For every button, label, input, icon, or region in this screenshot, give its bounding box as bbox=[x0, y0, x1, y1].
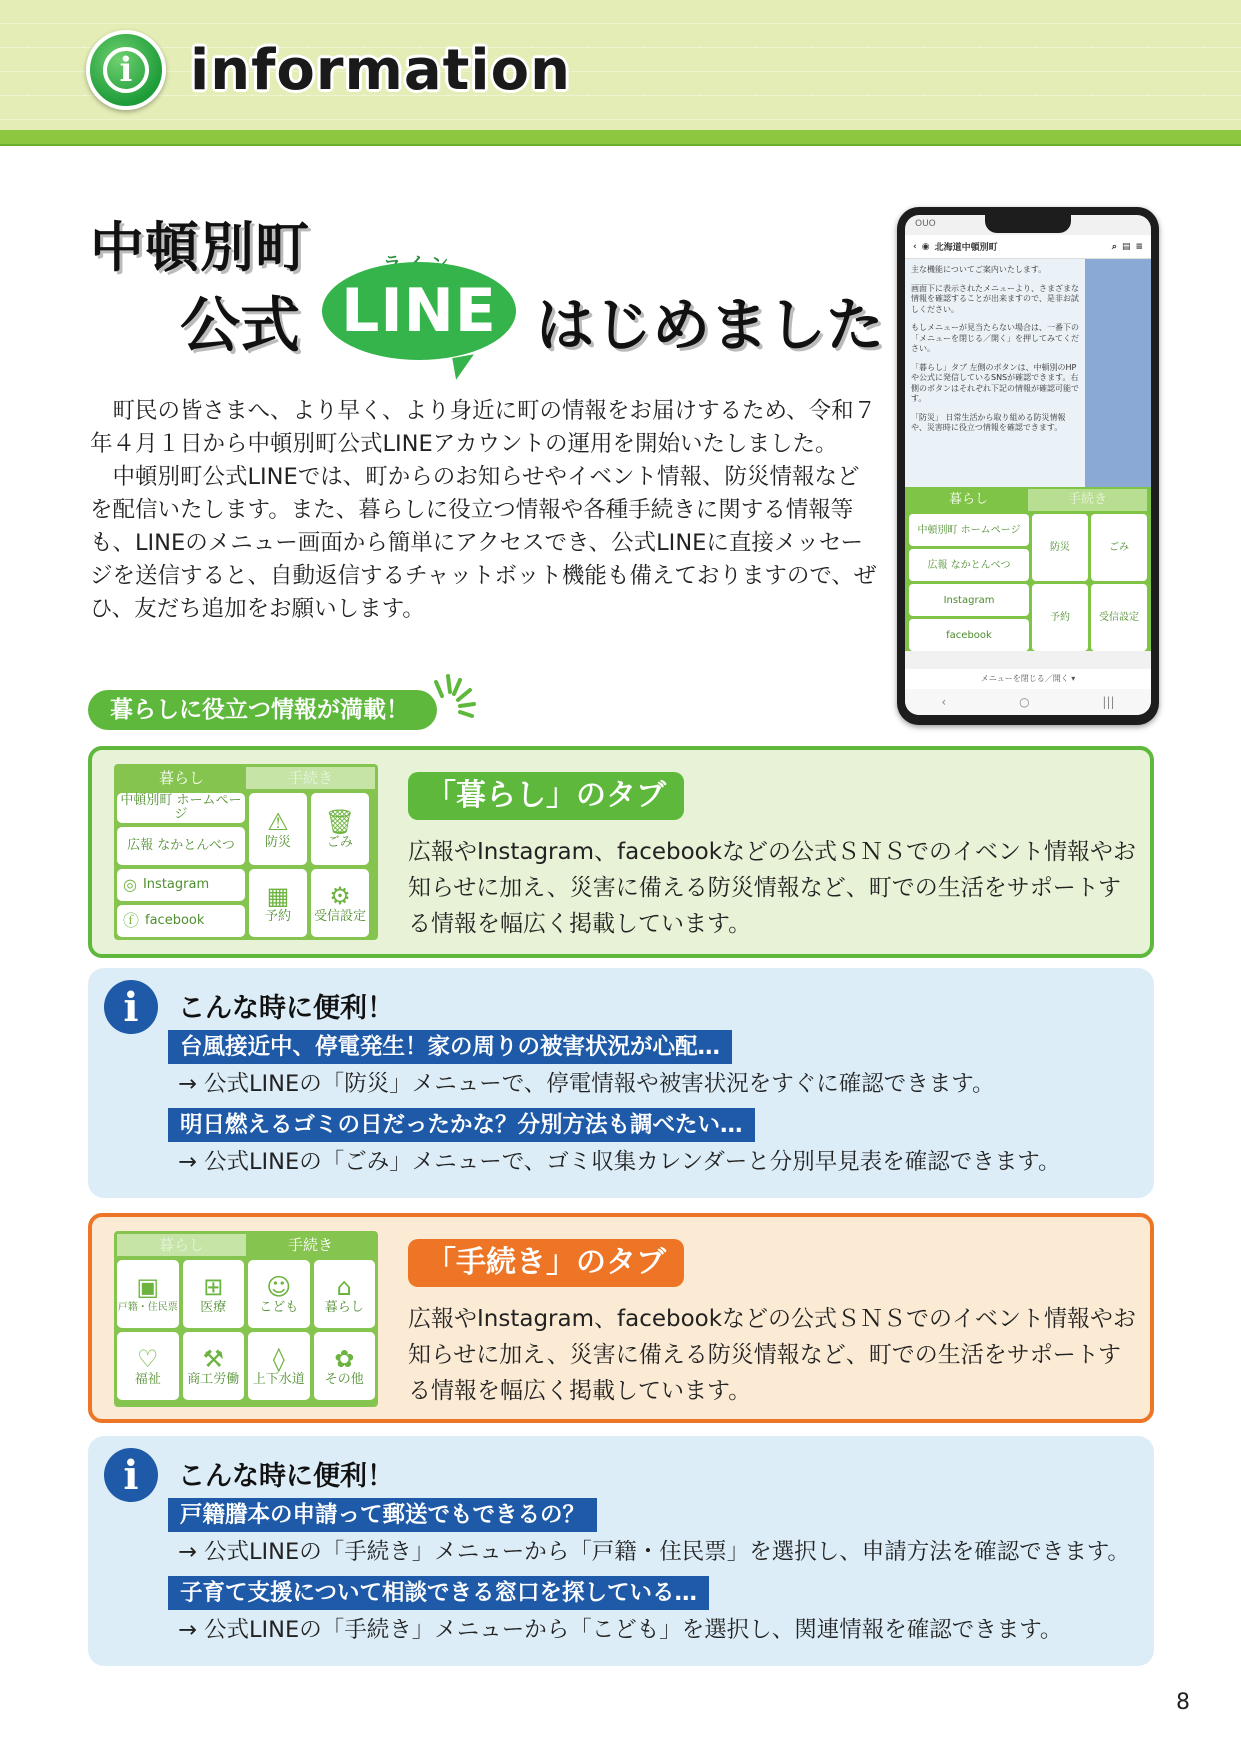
preview-homepage-label: 中頓別町 ホームページ bbox=[120, 793, 242, 822]
title-town: 中頓別町 bbox=[90, 216, 310, 279]
preview-sonota-label: その他 bbox=[324, 1372, 364, 1387]
preview-iryo-label: 医療 bbox=[200, 1300, 227, 1315]
useful-box-2 bbox=[88, 1436, 1154, 1666]
nav-home-icon[interactable]: ○ bbox=[1019, 695, 1030, 709]
chat-message: もしメニューが見当たらない場合は、一番下の「メニューを閉じる／開く」を押してみてください。 bbox=[911, 323, 1079, 353]
question-1: 戸籍謄本の申請って郵送でもできるの？ bbox=[168, 1498, 597, 1532]
preview-sonota bbox=[314, 1332, 376, 1400]
line-bubble-icon bbox=[322, 262, 516, 360]
tetsuzuki-heading: 「手続き」のタブ bbox=[408, 1239, 684, 1287]
question-1: 台風接近中、停電発生！家の周りの被害状況が心配… bbox=[168, 1030, 732, 1064]
phone-rich-menu bbox=[905, 487, 1151, 651]
preview-koho bbox=[117, 827, 245, 865]
account-name: 北海道中頓別町 bbox=[934, 243, 998, 253]
preview-koho-label: 広報 なかとんべつ bbox=[127, 838, 235, 853]
medical-icon: ⊞ bbox=[203, 1273, 224, 1301]
feature-ribbon: 暮らしに役立つ情報が満載！ bbox=[88, 690, 437, 730]
phone-mockup bbox=[897, 207, 1159, 725]
preview-tab-tetsuzuki: 手続き bbox=[246, 767, 375, 789]
preview-suido bbox=[248, 1332, 310, 1400]
preview-koseki-label: 戸籍・住民票 bbox=[117, 1302, 178, 1313]
phone-tab-tetsuzuki[interactable]: 手続き bbox=[1028, 489, 1147, 511]
phone-menu-yoyaku[interactable]: 予約 bbox=[1032, 584, 1088, 651]
phone-menu-homepage[interactable]: 中頓別町 ホームページ bbox=[909, 514, 1029, 546]
question-2: 明日燃えるゴミの日だったかな？分別方法も調べたい… bbox=[168, 1108, 755, 1142]
phone-screen bbox=[905, 215, 1151, 715]
gear-icon: ⚙ bbox=[329, 882, 351, 910]
preview-fukushi bbox=[117, 1332, 179, 1400]
shield-icon: ◉ bbox=[921, 241, 930, 252]
title-official: 公式 bbox=[180, 291, 300, 361]
answer-2: → 公式LINEの「ごみ」メニューで、ゴミ収集カレンダーと分別早見表を確認できます。 bbox=[178, 1149, 1061, 1175]
phone-notch bbox=[985, 215, 1071, 233]
phone-menu-toggle[interactable]: メニューを閉じる／開く ▾ bbox=[905, 669, 1151, 689]
water-drop-icon: ◊ bbox=[272, 1345, 285, 1373]
back-icon[interactable]: ‹ bbox=[913, 241, 917, 252]
phone-tab-kurashi[interactable]: 暮らし bbox=[948, 492, 988, 507]
header-title: information bbox=[190, 38, 571, 103]
nav-back-icon[interactable]: ‹ bbox=[941, 695, 947, 709]
preview-tab-kurashi: 暮らし bbox=[158, 769, 204, 787]
phone-chat-area bbox=[905, 259, 1085, 487]
preview-homepage bbox=[117, 793, 245, 823]
chat-message: 「暮らし」タブ 左側のボタンは、中頓別のHPや公式に発信しているSNSが確認できます。右側のボタンはそれぞれ下記の情報が確認可能です。 bbox=[911, 362, 1079, 403]
preview-iryo bbox=[183, 1260, 245, 1328]
info-icon: i bbox=[104, 1448, 158, 1502]
search-icon[interactable]: ⌕ bbox=[1111, 241, 1117, 252]
preview-koseki bbox=[117, 1260, 179, 1328]
tetsuzuki-description: 広報やInstagram、facebookなどの公式ＳＮＳでのイベント情報やお知らせに加え、災害に備える防災情報など、町での生活をサポートする情報を幅広く掲載しています。 bbox=[408, 1306, 1137, 1404]
tetsuzuki-tab-box bbox=[88, 1213, 1154, 1423]
chat-message: 「防災」 日常生活から取り組める防災情報や、災害時に役立つ情報を確認できます。 bbox=[911, 412, 1066, 432]
preview-yoyaku-label: 予約 bbox=[264, 909, 291, 924]
preview-tab-kurashi: 暮らし bbox=[117, 1234, 246, 1256]
preview-bosai bbox=[249, 793, 307, 865]
preview-kurashi-label: 暮らし bbox=[324, 1300, 364, 1315]
facebook-icon: ⓕ bbox=[123, 911, 140, 930]
siren-icon: ⚠ bbox=[267, 808, 289, 836]
intro-text bbox=[90, 395, 880, 626]
info-letter: i bbox=[103, 47, 149, 93]
answer-1: → 公式LINEの「手続き」メニューから「戸籍・住民票」を選択し、申請方法を確認できます。 bbox=[178, 1539, 1130, 1565]
preview-facebook bbox=[117, 905, 245, 937]
phone-menu-koho[interactable]: 広報 なかとんべつ bbox=[909, 549, 1029, 581]
status-left: OUO bbox=[915, 219, 936, 229]
preview-gomi-label: ごみ bbox=[326, 835, 353, 850]
preview-instagram bbox=[117, 869, 245, 901]
phone-nav-bar bbox=[905, 689, 1151, 715]
preview-bosai-label: 防災 bbox=[264, 835, 291, 850]
chat-message: 主な機能についてご案内いたします。 bbox=[911, 265, 1047, 274]
preview-kodomo-label: こども bbox=[259, 1300, 299, 1315]
industry-icon: ⚒ bbox=[202, 1345, 224, 1373]
useful-title: こんな時に便利！ bbox=[178, 993, 394, 1024]
page-number: 8 bbox=[1176, 1690, 1190, 1715]
calendar-icon: ▦ bbox=[266, 882, 290, 910]
preview-kodomo bbox=[248, 1260, 310, 1328]
preview-instagram-label: Instagram bbox=[142, 877, 210, 892]
chat-message: 画面下に表示されたメニューより、さまざまな情報を確認することが出来ますので、是非お試しください。 bbox=[911, 283, 1079, 314]
phone-menu-facebook[interactable]: facebook bbox=[909, 619, 1029, 651]
trash-icon: 🗑 bbox=[324, 808, 356, 836]
answer-1: → 公式LINEの「防災」メニューで、停電情報や被害状況をすぐに確認できます。 bbox=[178, 1071, 995, 1097]
sparkle-icon bbox=[430, 672, 480, 722]
kurashi-tab-box bbox=[88, 746, 1154, 958]
preview-jushin-label: 受信設定 bbox=[313, 909, 366, 924]
id-card-icon: ▣ bbox=[136, 1273, 160, 1301]
preview-tab-tetsuzuki: 手続き bbox=[287, 1236, 333, 1254]
preview-kurashi bbox=[314, 1260, 376, 1328]
note-icon[interactable]: ▤ bbox=[1121, 241, 1131, 252]
kurashi-heading: 「暮らし」のタブ bbox=[408, 772, 684, 820]
preview-jushin bbox=[311, 869, 369, 937]
phone-menu-instagram[interactable]: Instagram bbox=[909, 584, 1029, 616]
phone-chat-side bbox=[1085, 259, 1151, 487]
kurashi-menu-preview bbox=[114, 764, 378, 940]
kurashi-description: 広報やInstagram、facebookなどの公式ＳＮＳでのイベント情報やお知らせに加え、災害に備える防災情報など、町での生活をサポートする情報を幅広く掲載しています。 bbox=[408, 839, 1137, 937]
info-icon: i bbox=[104, 980, 158, 1034]
preview-facebook-label: facebook bbox=[145, 913, 205, 928]
preview-suido-label: 上下水道 bbox=[252, 1372, 305, 1387]
header-stripe bbox=[0, 130, 1241, 146]
preview-yoyaku bbox=[249, 869, 307, 937]
useful-title: こんな時に便利！ bbox=[178, 1461, 394, 1492]
tetsuzuki-menu-preview bbox=[114, 1231, 378, 1407]
house-icon: ⌂ bbox=[336, 1273, 352, 1301]
preview-shoko bbox=[183, 1332, 245, 1400]
title-started: はじめました bbox=[536, 291, 885, 359]
hand-heart-icon: ♡ bbox=[136, 1345, 159, 1373]
preview-shoko-label: 商工労働 bbox=[187, 1372, 240, 1387]
phone-menu-jushin[interactable]: 受信設定 bbox=[1091, 584, 1147, 651]
preview-gomi bbox=[311, 793, 369, 865]
answer-2: → 公式LINEの「手続き」メニューから「こども」を選択し、関連情報を確認できます。 bbox=[178, 1617, 1063, 1643]
info-logo-icon bbox=[86, 30, 166, 110]
line-word: LINE bbox=[341, 276, 497, 346]
question-2: 子育て支援について相談できる窓口を探している… bbox=[168, 1576, 709, 1610]
useful-box-1 bbox=[88, 968, 1154, 1198]
header-band bbox=[0, 0, 1241, 146]
child-face-icon: ☺ bbox=[266, 1273, 292, 1301]
phone-menu-gomi[interactable]: ごみ bbox=[1091, 514, 1147, 581]
intro-paragraph-1: 町民の皆さまへ、より早く、より身近に町の情報をお届けするため、令和７年４月１日から中頓別町公式LINEアカウントの運用を開始いたしました。 bbox=[90, 398, 877, 457]
mascot-icon: ✿ bbox=[334, 1345, 355, 1373]
nav-recent-icon[interactable]: ||| bbox=[1102, 695, 1115, 709]
phone-menu-bosai[interactable]: 防災 bbox=[1032, 514, 1088, 581]
instagram-icon: ◎ bbox=[123, 875, 137, 894]
intro-paragraph-2: 中頓別町公式LINEでは、町からのお知らせやイベント情報、防災情報などを配信いたします。また、暮らしに役立つ情報や各種手続きに関する情報等も、LINEのメニュー画面から簡単にアクセスでき、公式LINEに直接メッセージを送信すると、自動返信するチャットボット機能も備えておりますので、ぜひ、友だち追加をお願いします。 bbox=[90, 464, 877, 622]
preview-fukushi-label: 福祉 bbox=[134, 1372, 161, 1387]
phone-chat-header bbox=[905, 235, 1151, 259]
menu-icon[interactable]: ≡ bbox=[1135, 241, 1143, 252]
